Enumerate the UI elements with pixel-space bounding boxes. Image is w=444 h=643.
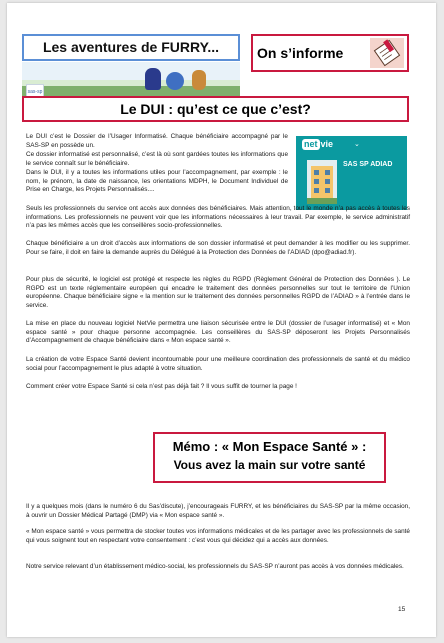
memo-paragraph: Notre service relevant d’un établissement médico-social, les professionnels du SAS-SP n’auront pas accès à vos données médicales. (26, 563, 404, 570)
page-number: 15 (398, 606, 406, 613)
info-title: On s’informe (257, 45, 344, 61)
memo-paragraph: « Mon espace santé » vous permettra de stocker toutes vos informations médicales et de les partager avec les professionnels de santé qui vous soignent tout en respectant votre consentement : c’est vous qui décidez qui a accès aux données. (26, 528, 410, 544)
building-icon (307, 160, 337, 204)
dui-paragraph: Ce dossier informatisé est personnalisé, c’est là où sont gardées toutes les informations que le service connaît sur le bénéficiaire. (26, 151, 288, 167)
dui-paragraph: La création de votre Espace Santé devient incontournable pour une meilleure coordination des professionnels de santé et du médico social pour l’accompagnement le plus adapté à votre situation. (26, 356, 410, 372)
notebook-icon (370, 38, 404, 68)
chevron-down-icon: ⌄ (354, 141, 360, 148)
header-title: Les aventures de FURRY... (42, 39, 220, 55)
plush-toy (166, 72, 184, 90)
dui-paragraph: Le DUI c’est le Dossier de l’Usager Informatisé. Chaque bénéficiaire accompagné par le SAS-SP en possède un. (26, 133, 288, 149)
dui-paragraph: Seuls les professionnels du service ont accès aux données des bénéficiaires. Mais attention, tout le monde n’a pas accès à toutes les informations. Les professionnels ne peuvent voir que les informations nécessaires à leur travail. Par exemple, le service administratif n’a pas les mêmes accès que les conseillères socio-professionnelles. (26, 205, 410, 230)
plush-toy (145, 68, 161, 90)
memo-title: Mémo : « Mon Espace Santé » : (172, 439, 367, 454)
photo-sky (22, 62, 240, 80)
memo-subtitle: Vous avez la main sur votre santé (173, 458, 366, 472)
section-title: Le DUI : qu’est ce que c’est? (120, 101, 311, 117)
sas-sp-logo: sas-sp (26, 84, 44, 100)
netvie-logo: net vie (304, 139, 334, 149)
netvie-org-name: SAS SP ADIAD (343, 161, 393, 168)
netvie-app-image (296, 136, 407, 210)
plush-toy (192, 70, 206, 90)
dui-paragraph: Pour plus de sécurité, le logiciel est protégé et respecte les règles du RGPD (Règlement Général de Protection des Données ). Le RGPD est un texte réglementaire européen qui encadre le traitement des données personnelles sur tout le territoire de l’Union européenne. Chaque bénéficiaire signe « la mention sur le traitement des données personnelles RGPD de l’ADIAD » à l’entrée dans le service. (26, 276, 410, 310)
dui-paragraph: Dans le DUI, il y a toutes les informations utiles pour l’accompagnement, par exemple : le nom, le prénom, la date de naissance, les orientations MDPH, le Document Individuel de Prise en Charge, les Projets Personnalisés.... (26, 169, 288, 194)
dui-paragraph: Comment créer votre Espace Santé si cela n’est pas déjà fait ? Il vous suffit de tourner la page ! (26, 383, 297, 390)
dui-paragraph: Chaque bénéficiaire a un droit d’accès aux informations de son dossier informatisé et peut demander à les modifier ou les supprimer. Pour se faire, il doit en faire la demande auprès du Délégué à la Protection des Données de l’ADIAD (dpo@adiad.fr). (26, 240, 410, 256)
memo-paragraph: Il y a quelques mois (dans le numéro 6 du Sas’discute), j’encourageais FURRY, et les bénéficiaires du SAS-SP par la même occasion, à ouvrir un Dossier Médical Partagé (DMP) via « Mon espace santé ». (26, 503, 410, 519)
dui-paragraph: La mise en place du nouveau logiciel NetVie permettra une liaison sécurisée entre le DUI (dossier de l’usager informatisé) et « Mon espace santé » pour chaque personne accompagnée. Les conseillères du SAS-SP déposeront les Projets Personnalisés d’Accompagnement de chaque bénéficiaire dans « Mon espace santé ». (26, 320, 410, 345)
